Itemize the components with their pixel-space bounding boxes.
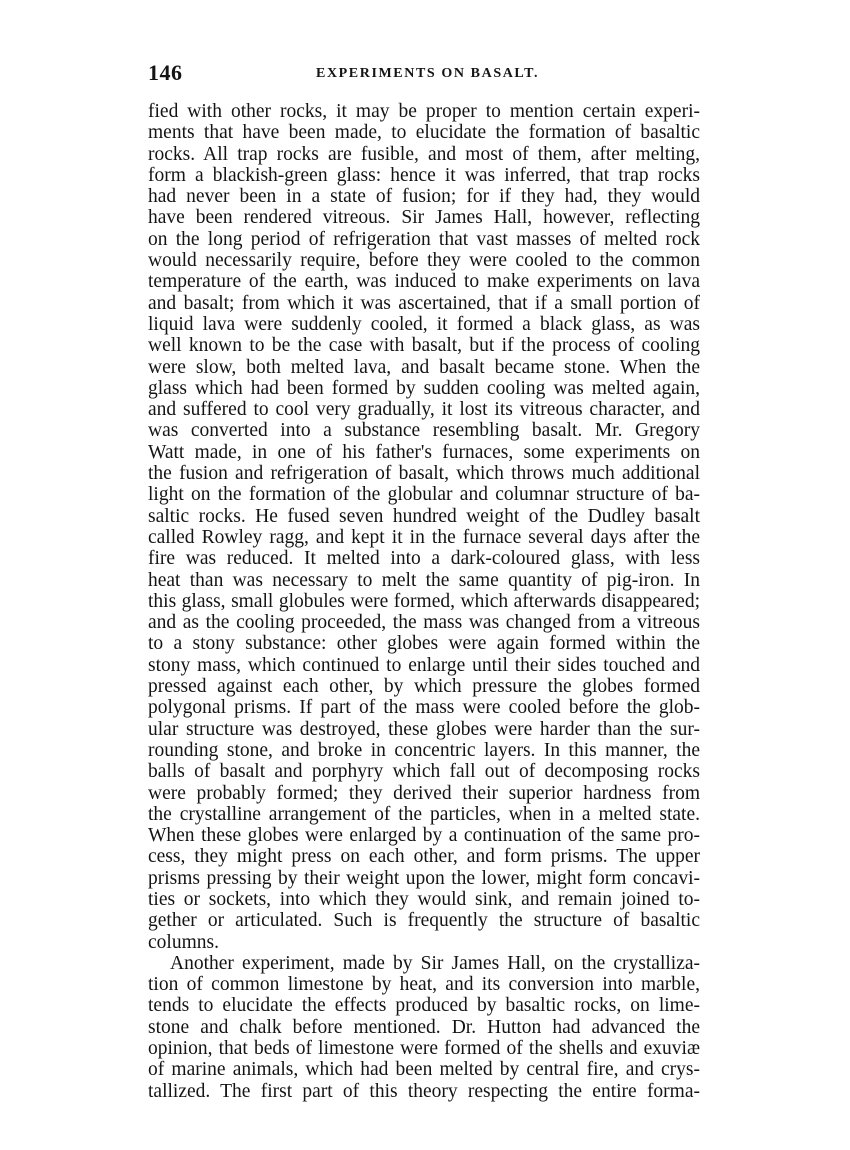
text-line: this glass, small globules were formed, which afterwards disappeared; xyxy=(148,590,700,612)
text-line: fire was reduced. It melted into a dark-coloured glass, with less xyxy=(148,548,700,570)
text-line: temperature of the earth, was induced to make experiments on lava xyxy=(148,271,700,293)
page-number: 146 xyxy=(148,60,183,85)
text-line: Another experiment, made by Sir James Hall, on the crystalliza- xyxy=(170,952,700,974)
text-line: tallized. The first part of this theory respecting the entire forma- xyxy=(148,1080,700,1102)
text-line: cess, they might press on each other, and form prisms. The upper xyxy=(148,846,700,868)
text-line: polygonal prisms. If part of the mass were cooled before the glob- xyxy=(148,697,700,719)
text-line: fied with other rocks, it may be proper to mention certain experi- xyxy=(148,101,700,122)
text-line: heat than was necessary to melt the same quantity of pig-iron. In xyxy=(148,569,700,591)
text-line: Watt made, in one of his father's furnaces, some experiments on xyxy=(148,441,700,463)
text-line: tion of common limestone by heat, and its conversion into marble, xyxy=(148,974,700,996)
running-title: EXPERIMENTS ON BASALT. xyxy=(316,66,540,81)
text-line: of marine animals, which had been melted by central fire, and crys- xyxy=(148,1059,700,1081)
text-line: balls of basalt and porphyry which fall out of decomposing rocks xyxy=(148,761,700,783)
text-line: rounding stone, and broke in concentric layers. In this manner, the xyxy=(148,739,700,761)
text-line: have been rendered vitreous. Sir James Hall, however, reflecting xyxy=(148,207,700,229)
text-line: had never been in a state of fusion; for if they had, they would xyxy=(148,186,700,208)
text-line: glass which had been formed by sudden cooling was melted again, xyxy=(148,377,700,399)
text-line: called Rowley ragg, and kept it in the furnace several days after the xyxy=(148,526,700,548)
running-head xyxy=(148,60,700,92)
body-text xyxy=(148,101,700,1102)
paragraph-1 xyxy=(148,101,700,953)
text-line: prisms pressing by their weight upon the lower, might form concavi- xyxy=(148,867,700,889)
text-line: the crystalline arrangement of the particles, when in a melted state. xyxy=(148,803,700,825)
text-line: columns. xyxy=(148,931,219,953)
text-line: light on the formation of the globular and columnar structure of ba- xyxy=(148,484,700,506)
paragraph-2 xyxy=(148,953,700,1102)
text-line: was converted into a substance resembling basalt. Mr. Gregory xyxy=(148,420,700,442)
text-line: ties or sockets, into which they would sink, and remain joined to- xyxy=(148,888,700,910)
text-line: ments that have been made, to elucidate the formation of basaltic xyxy=(148,122,700,144)
text-line: and basalt; from which it was ascertained, that if a small portion of xyxy=(148,292,700,314)
text-line: rocks. All trap rocks are fusible, and most of them, after melting, xyxy=(148,143,700,165)
text-line: liquid lava were suddenly cooled, it formed a black glass, as was xyxy=(148,313,700,335)
text-line: and suffered to cool very gradually, it lost its vitreous character, and xyxy=(148,399,700,421)
text-line: form a blackish-green glass: hence it was inferred, that trap rocks xyxy=(148,164,700,186)
text-line: well known to be the case with basalt, but if the process of cooling xyxy=(148,335,700,357)
text-line: to a stony substance: other globes were again formed within the xyxy=(148,633,700,655)
text-line: the fusion and refrigeration of basalt, which throws much additional xyxy=(148,463,700,485)
text-line: stone and chalk before mentioned. Dr. Hutton had advanced the xyxy=(148,1016,700,1038)
text-line: would necessarily require, before they were cooled to the common xyxy=(148,250,700,272)
text-line: ular structure was destroyed, these globes were harder than the sur- xyxy=(148,718,700,740)
text-line: opinion, that beds of limestone were formed of the shells and exuviæ xyxy=(148,1038,700,1060)
text-line: stony mass, which continued to enlarge until their sides touched and xyxy=(148,654,700,676)
text-line: gether or articulated. Such is frequently the structure of basaltic xyxy=(148,910,700,932)
text-line: pressed against each other, by which pressure the globes formed xyxy=(148,676,700,698)
text-line: were probably formed; they derived their superior hardness from xyxy=(148,782,700,804)
text-line: were slow, both melted lava, and basalt became stone. When the xyxy=(148,356,700,378)
text-line: When these globes were enlarged by a continuation of the same pro- xyxy=(148,825,700,847)
text-line: tends to elucidate the effects produced by basaltic rocks, on lime- xyxy=(148,995,700,1017)
text-line: on the long period of refrigeration that vast masses of melted rock xyxy=(148,228,700,250)
text-line: saltic rocks. He fused seven hundred weight of the Dudley basalt xyxy=(148,505,700,527)
text-line: and as the cooling proceeded, the mass was changed from a vitreous xyxy=(148,612,700,634)
